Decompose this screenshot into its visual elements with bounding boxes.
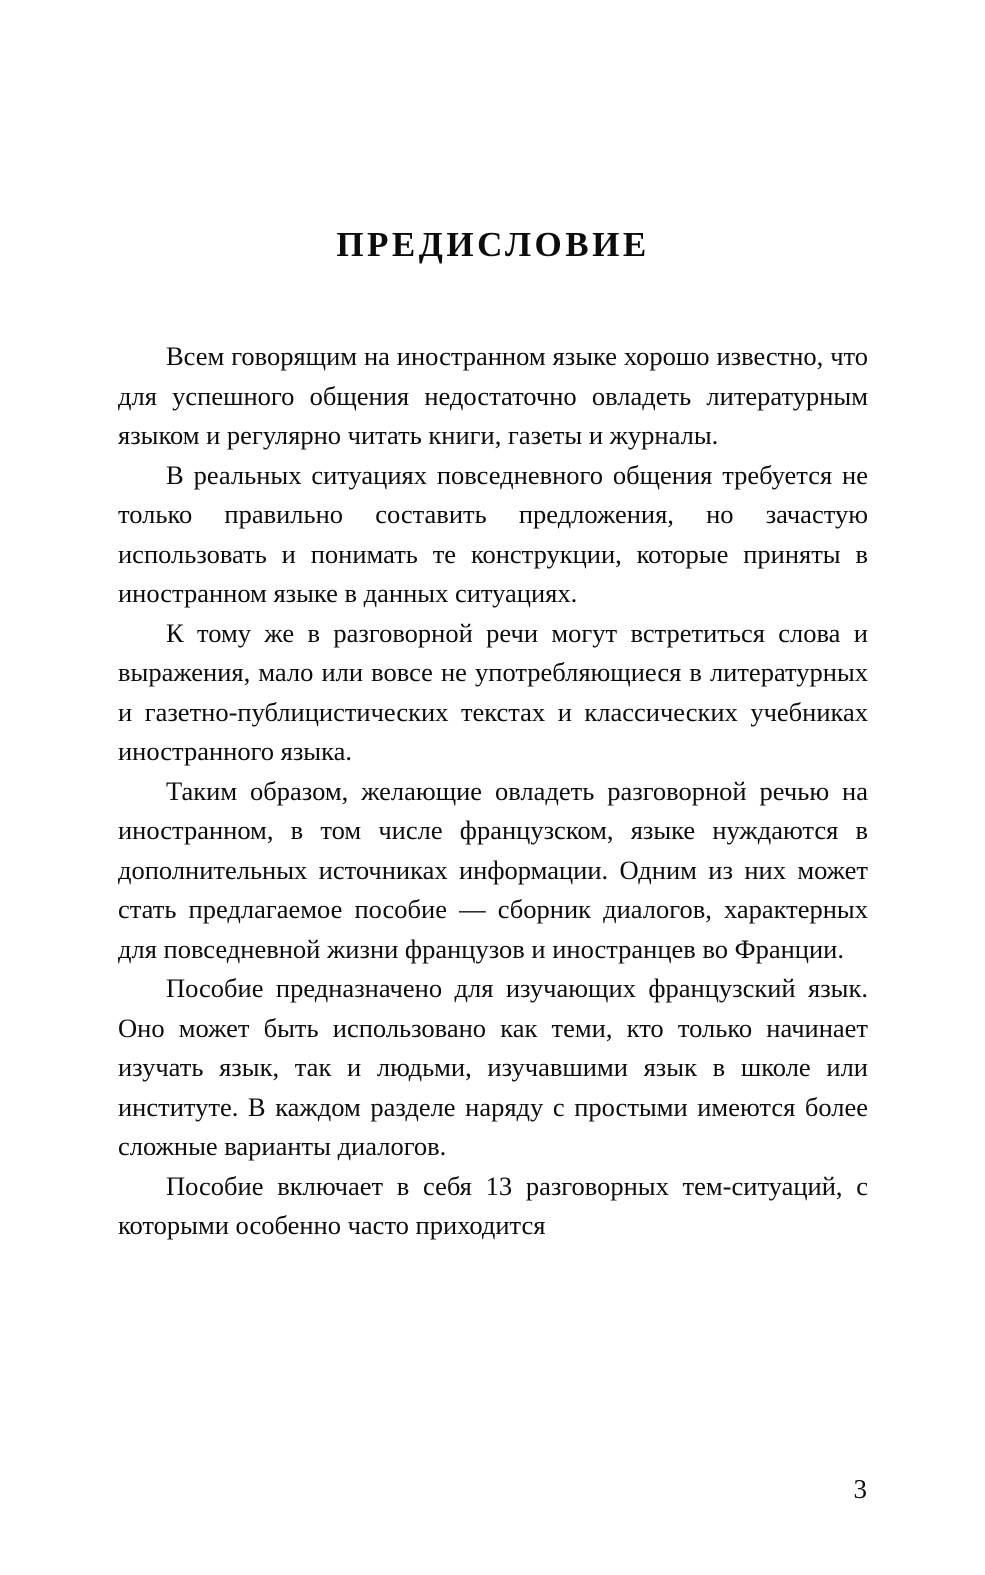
body-text — [118, 337, 868, 1246]
paragraph: Пособие включает в себя 13 разговорных тем-ситуаций, с которыми особенно часто приходится — [118, 1170, 868, 1240]
page-number: 3 — [853, 1474, 867, 1504]
page-title: ПРЕДИСЛОВИЕ — [336, 225, 650, 264]
paragraph: Таким образом, желающие овладеть разговорной речью на иностранном, в том числе французском, языке нуждаются в дополнительных источниках информации. Одним из них может стать предлагаемое пособие — сборник диалогов, характерных для повседневной жизни французов и иностранцев во Франции. — [118, 775, 868, 964]
page-content — [118, 0, 868, 1246]
paragraph: К тому же в разговорной речи могут встретиться слова и выражения, мало или вовсе не употребляющиеся в литературных и газетно-публицистических текстах и классических учебниках иностранного языка. — [118, 617, 868, 766]
paragraph: В реальных ситуациях повседневного общения требуется не только правильно составить предложения, но зачастую использовать и понимать те конструкции, которые приняты в иностранном языке в данных ситуациях. — [118, 459, 868, 608]
paragraph: Всем говорящим на иностранном языке хорошо известно, что для успешного общения недостаточно овладеть литературным языком и регулярно читать книги, газеты и журналы. — [118, 341, 868, 450]
paragraph: Пособие предназначено для изучающих французский язык. Оно может быть использовано как теми, кто только начинает изучать язык, так и людьми, изучавшими язык в школе или институте. В каждом разделе наряду с простыми имеются более сложные варианты диалогов. — [118, 973, 868, 1161]
